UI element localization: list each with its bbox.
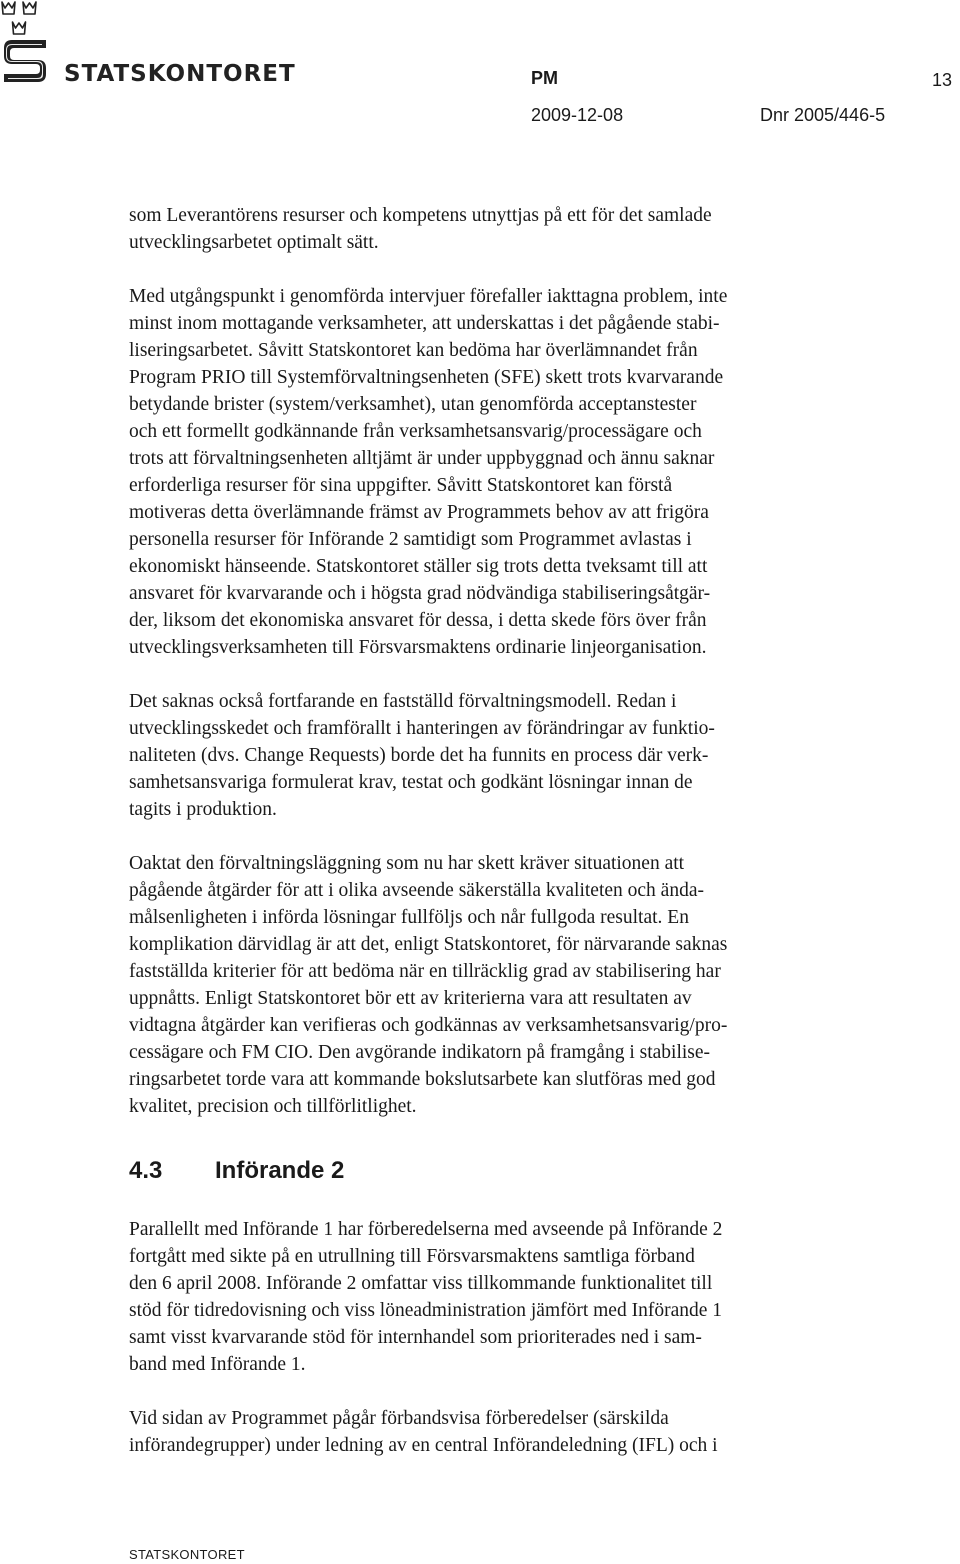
- document-body: [129, 202, 869, 1459]
- section-number: 4.3: [129, 1157, 163, 1184]
- page-number: 13: [932, 70, 953, 90]
- paragraph: Parallellt med Införande 1 har förberedelserna med avseende på Införande 2 fortgått med sikte på en utrullning till Försvarsmaktens samtliga förband den 6 april 2008. Införande 2 omfattar viss tillkommande funktionalitet till stöd för tidredovisning och viss löneadministration jämfört med Införande 1 samt visst kvarvarande stöd för internhandel som prioriterades ned i sam- band med Införande 1.: [129, 1219, 723, 1375]
- paragraph: Oaktat den förvaltningsläggning som nu har skett kräver situationen att pågående åtgärder för att i olika avseende säkerställa kvaliteten och ända- målsenligheten i införda lösningar fullföljs och når fullgoda resultat. En komplikation därvidlag är att det, enligt Statskontoret, för närvarande saknas fastställda kriterier för att bedöma när en tillräcklig grad av stabilisering har uppnåtts. Enligt Statskontoret bör ett av kriterierna vara att resultaten av vidtagna åtgärder kan verifieras och godkännas av verksamhetsansvarig/pro- cessägare och FM CIO. Den avgörande indikatorn på framgång i stabilise- ringsarbetet torde vara att kommande bokslutsarbete kan slutföras med god kvalitet, precision och tillförlitlighet.: [129, 853, 728, 1117]
- paragraph: Vid sidan av Programmet pågår förbandsvisa förberedelser (särskilda införandegrupper) under ledning av en central Införandeledning (IFL) och i: [129, 1408, 718, 1456]
- section-heading: [129, 1151, 869, 1191]
- document-date: 2009-12-08: [531, 105, 624, 125]
- section-title: Införande 2: [215, 1157, 345, 1184]
- paragraph: Med utgångspunkt i genomförda intervjuer förefaller iakttagna problem, inte minst inom mottagande verksamheter, att underskattas i det pågående stabi- liseringsarbetet. Såvitt Statskontoret kan bedöma har överlämnandet från Program PRIO till Systemförvaltningsenheten (SFE) skett trots kvarvarande betydande brister (system/verksamhet), utan genomförda acceptanstester och ett formellt godkännande från verksamhetsansvarig/processägare och trots att förvaltningsenheten alltjämt är under uppbyggnad och ännu saknar erforderliga resurser för sina uppgifter. Såvitt Statskontoret kan förstå motiveras detta överlämnande främst av Programmets behov av att frigöra personella resurser för Införande 2 samtidigt som Programmet avlastas i ekonomiskt hänseende. Statskontoret ställer sig trots detta tveksamt till att ansvaret för kvarvarande och i högsta grad nödvändiga stabiliseringsåtgär- der, liksom det ekonomiska ansvaret för dessa, i detta skede förs över från utvecklingsverksamheten till Försvarsmaktens ordinarie linjeorganisation.: [129, 286, 728, 658]
- footer-text: STATSKONTORET: [129, 1547, 245, 1562]
- paragraph: Det saknas också fortfarande en fastställd förvaltningsmodell. Redan i utvecklingsskedet och framförallt i hanteringen av förändringar av funktio- naliteten (dvs. Change Requests) borde det ha funnits en process där verk- samhetsansvariga formulerat krav, testat och godkänt lösningar innan de tagits i produktion.: [129, 691, 715, 820]
- document-type: PM: [531, 68, 558, 88]
- brand-name: STATSKONTORET: [64, 61, 296, 87]
- paragraph: som Leverantörens resurser och kompetens utnyttjas på ett för det samlade utvecklingsarbetet optimalt sätt.: [129, 205, 712, 253]
- statskontoret-logo-icon: [0, 0, 56, 90]
- document-reference: Dnr 2005/446-5: [760, 105, 886, 125]
